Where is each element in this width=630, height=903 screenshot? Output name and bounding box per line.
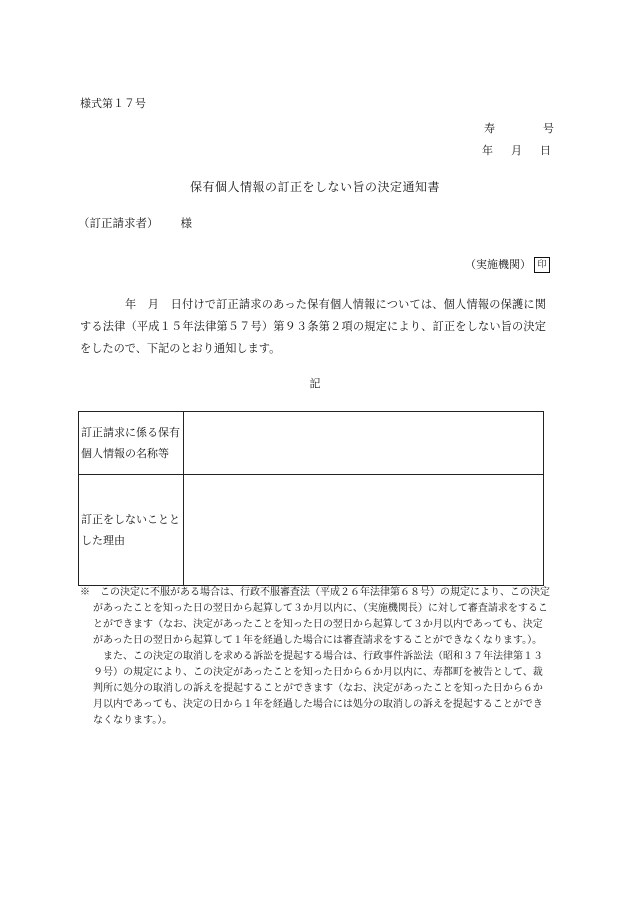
table-row	[79, 412, 544, 475]
note-paragraph-2: また、この決定の取消しを求める訴訟を提起する場合は、行政事件訴訟法（昭和３７年法律第１３９号）の規定により、この決定があったことを知った日から６か月以内に、寿都町を被告として、裁判所に処分の取消しの訴えを提起することができます（なお、決定があったことを知った日から６か月以内であっても、決定の日から１年を経過した場合には処分の取消しの訴えを提起することができなくなります。）。	[93, 651, 543, 726]
ki-heading: 記	[309, 377, 321, 390]
notes-section	[80, 585, 550, 729]
date-day: 日	[540, 144, 551, 157]
reason-field[interactable]	[184, 475, 544, 586]
reference-go: 号	[543, 122, 554, 135]
note-mark: ※	[80, 587, 90, 598]
table-row	[79, 475, 544, 586]
personal-info-name-field[interactable]	[184, 412, 544, 475]
reason-label: 訂正をしないこととした理由	[79, 475, 184, 586]
recipient-line	[78, 214, 192, 232]
recipient-honorific: 様	[180, 216, 192, 230]
reference-block	[480, 118, 560, 162]
date-month: 月	[511, 144, 522, 157]
seal-mark: 印	[534, 257, 550, 273]
note-text-1: この決定に不服がある場合は、行政不服審査法（平成２６年法律第６８号）の規定により、この決定があったことを知った日の翌日から起算して３か月以内に、（実施機関長）に対して審査請求をすることができます（なお、決定があったことを知った日の翌日から起算して３か月以内であっても、決定があった日の翌日から起算して１年を経過した場合には審査請求をすることができなくなります。）。	[93, 587, 550, 646]
note-paragraph-1	[80, 585, 550, 649]
date-row	[480, 140, 560, 162]
recipient-name: （訂正請求者）	[78, 216, 159, 230]
agency-label: （実施機関）	[465, 258, 531, 271]
reference-number-row	[480, 118, 560, 140]
personal-info-name-label: 訂正請求に係る保有個人情報の名称等	[79, 412, 184, 475]
reference-prefix: 寿	[484, 122, 495, 135]
document-title: 保有個人情報の訂正をしない旨の決定通知書	[189, 180, 440, 194]
date-year: 年	[482, 144, 493, 157]
form-number: 様式第１７号	[80, 97, 146, 110]
agency-line	[465, 256, 550, 274]
info-table	[78, 411, 544, 586]
body-text: 年 月 日付けで訂正請求のあった保有個人情報については、個人情報の保護に関する法律（平成１５年法律第５７号）第９３条第２項の規定により、訂正をしない旨の決定をしたので、下記のとおり通知します。	[80, 298, 546, 355]
